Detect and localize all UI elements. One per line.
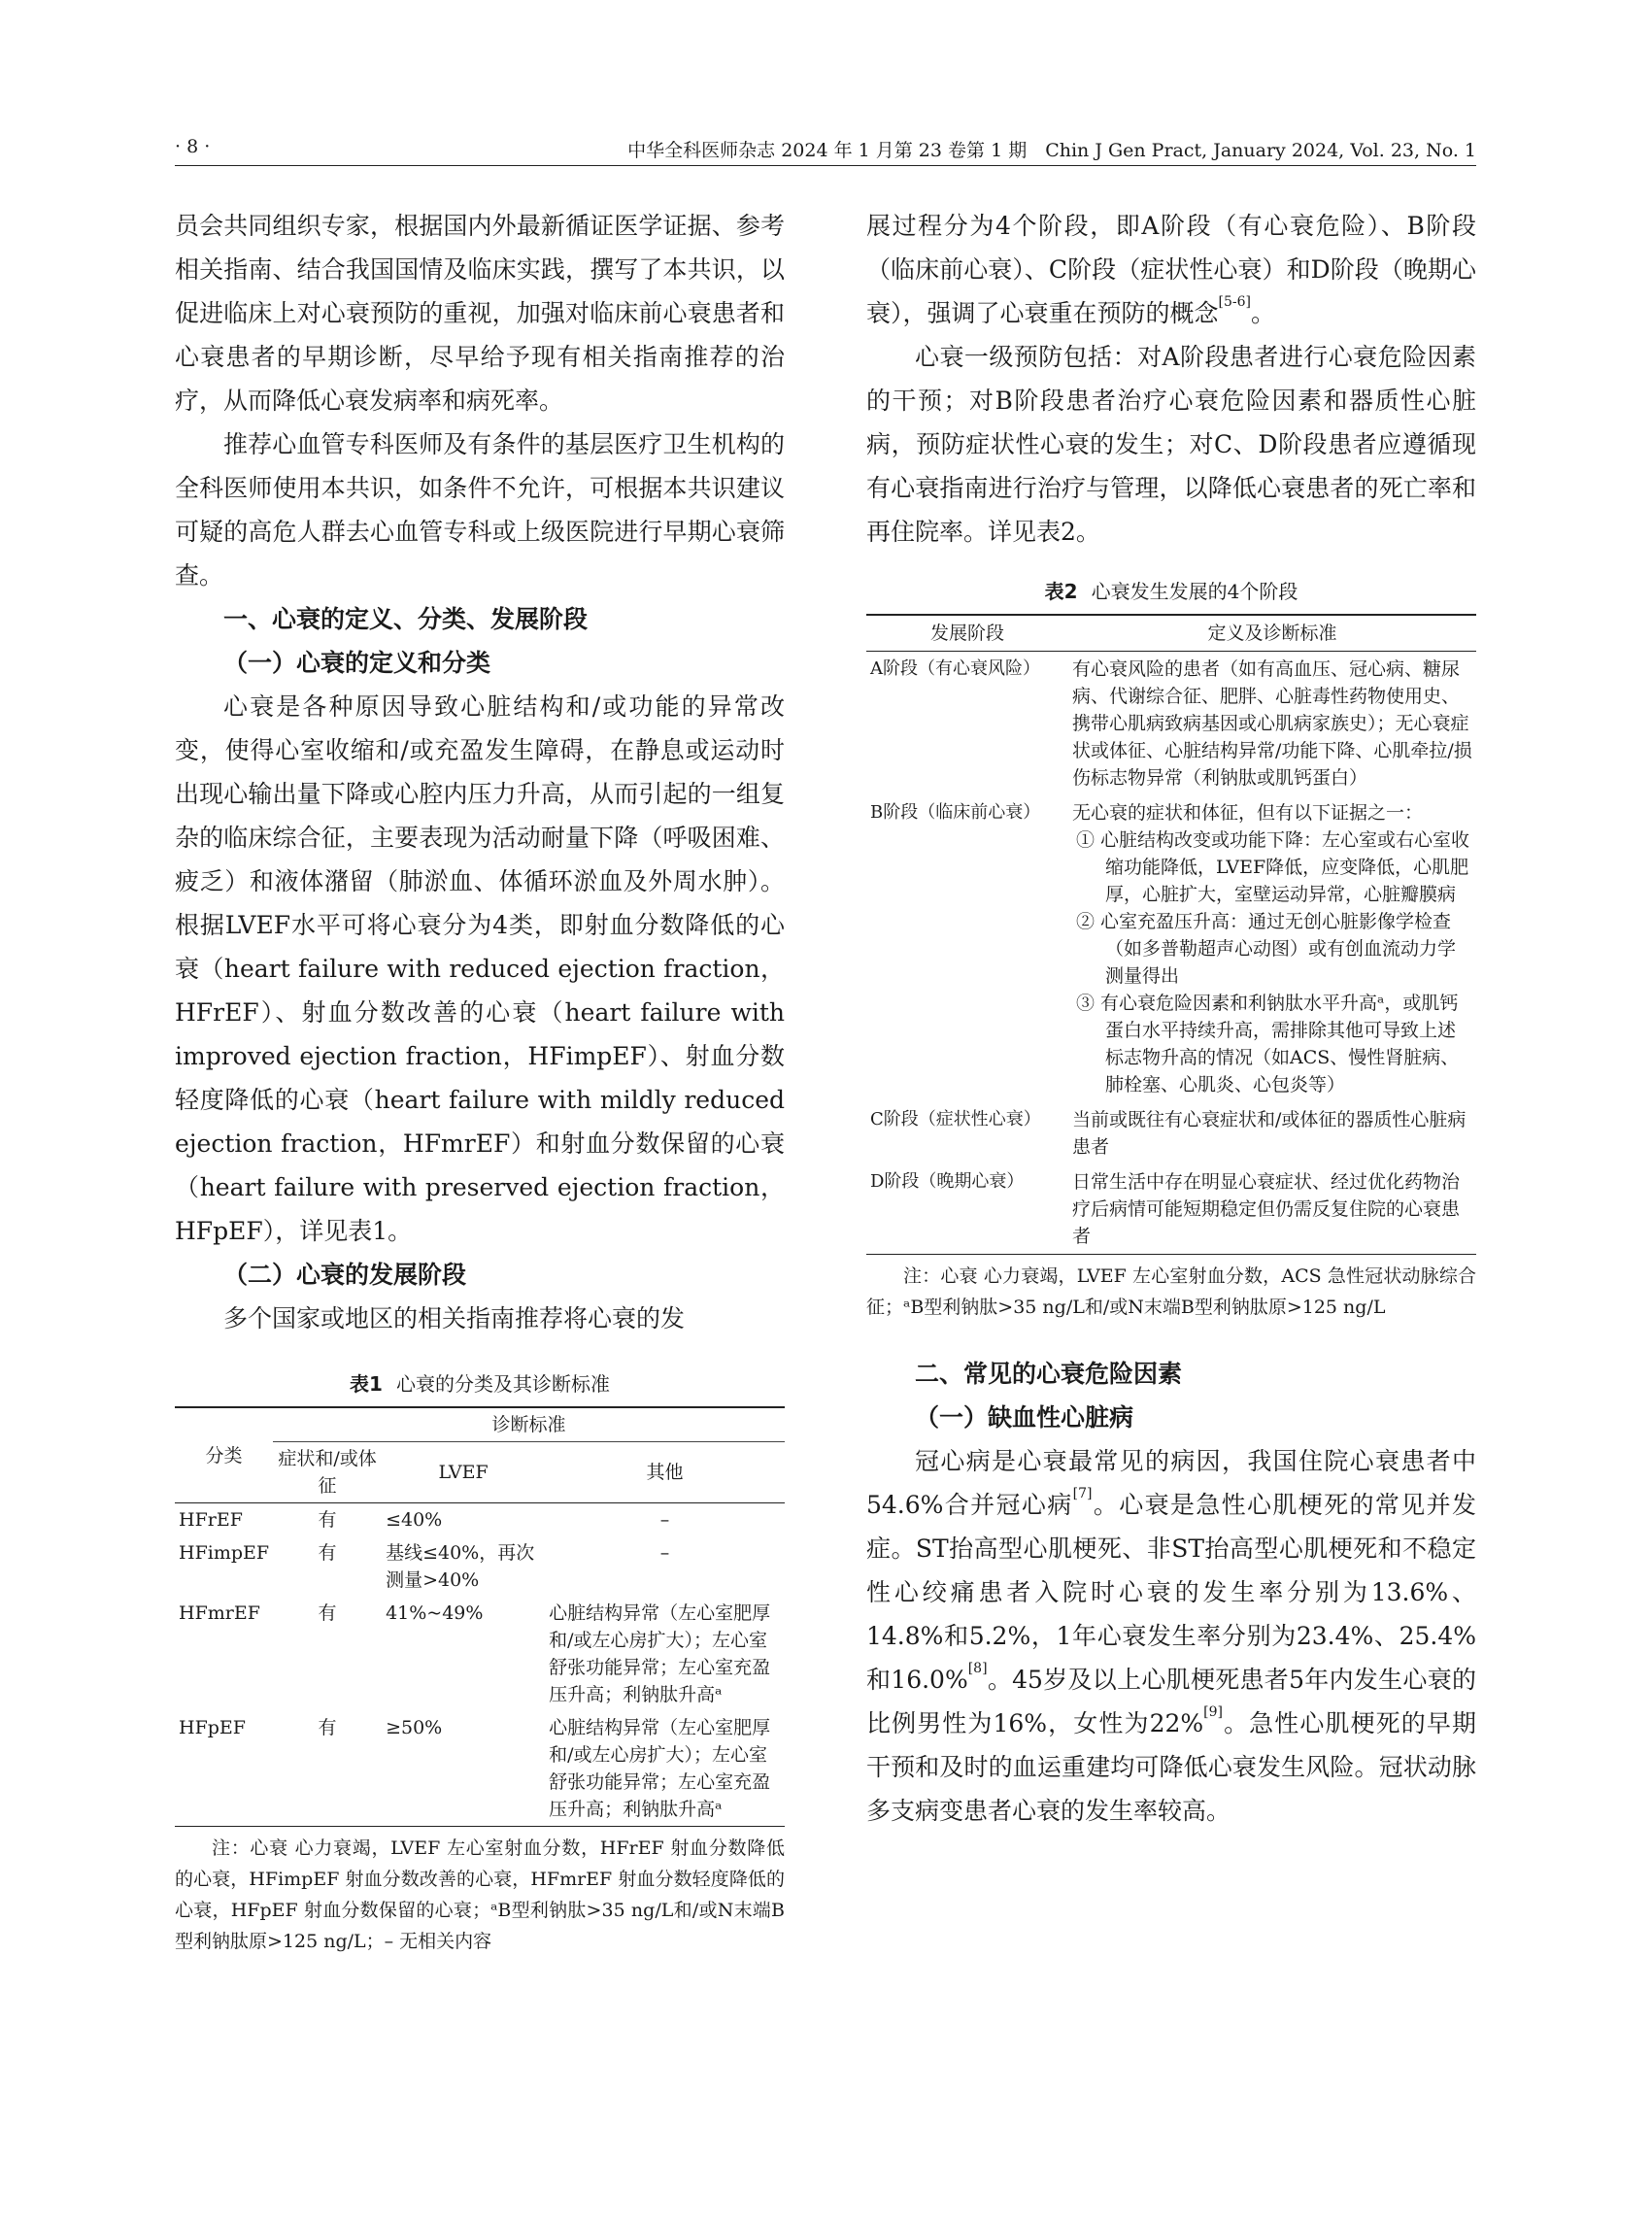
- table-1-cell-lvef: 基线≤40%，再次测量>40%: [386, 1542, 535, 1591]
- table-2-definition-b-item-3: ③ 有心衰危险因素和利钠肽水平升高ᵃ，或肌钙蛋白水平持续升高，需排除其他可导致上述标志物升高的情况（如ACS、慢性肾脏病、肺栓塞、心肌炎、心包炎等）: [1076, 993, 1460, 1096]
- ihd-text-3: 。45岁及以上心肌梗死患者5年内发生心衰的比例男性为16%，女性为22%: [866, 1666, 1476, 1737]
- table-1: [175, 1367, 785, 1957]
- stages-text: 展过程分为4个阶段，即A阶段（有心衰危险）、B阶段（临床前心衰）、C阶段（症状性心衰）和D阶段（晚期心衰），强调了心衰重在预防的概念: [866, 212, 1476, 327]
- table-2-title: 心衰发生发展的4个阶段: [1091, 580, 1298, 603]
- subsection-heading-definition-classification: （一）心衰的定义和分类: [223, 649, 491, 677]
- subsection-heading-stages: （二）心衰的发展阶段: [223, 1261, 467, 1289]
- ihd-text-2: 。心衰是急性心肌梗死的常见并发症。ST抬高型心肌梗死、非ST抬高型心肌梗死和不稳定性心绞痛患者入院时心衰的发生率分别为13.6%、14.8%和5.2%，1年心衰发生率分别为23.4%、25.4%和16.0%: [866, 1491, 1476, 1694]
- table-row: [175, 1711, 785, 1827]
- recommendation-paragraph: 推荐心血管专科医师及有条件的基层医疗卫生机构的全科医师使用本共识，如条件不允许，可根据本共识建议可疑的高危人群去心血管专科或上级医院进行早期心衰筛查。: [175, 430, 785, 590]
- table-2-label: 表2: [1044, 580, 1078, 603]
- table-2-definition-c: 当前或既往有心衰症状和/或体征的器质性心脏病患者: [1072, 1109, 1467, 1158]
- ihd-text-1: 冠心病是心衰最常见的病因，我国住院心衰患者中54.6%合并冠心病: [866, 1447, 1476, 1519]
- section-heading-definition: 一、心衰的定义、分类、发展阶段: [223, 605, 589, 633]
- table-1-cell-lvef: ≤40%: [386, 1509, 443, 1531]
- table-1-header-diagnosis: 诊断标准: [273, 1407, 785, 1442]
- table-1-cell-class: HFmrEF: [179, 1602, 260, 1624]
- table-1-cell-symptom: 有: [318, 1602, 337, 1624]
- table-1-cell-other: 心脏结构异常（左心室肥厚和/或左心房扩大）；左心室舒张功能异常；左心室充盈压升高；利钠肽升高ᵃ: [549, 1602, 771, 1705]
- table-1-cell-lvef: 41%~49%: [386, 1602, 484, 1624]
- citation-8: [8]: [967, 1661, 988, 1676]
- table-1-cell-other: –: [659, 1509, 670, 1531]
- table-1-cell-other: 心脏结构异常（左心室肥厚和/或左心房扩大）；左心室舒张功能异常；左心室充盈压升高；利钠肽升高ᵃ: [549, 1717, 771, 1820]
- table-2-header-stage: 发展阶段: [929, 623, 1004, 644]
- table-1-cell-other: –: [659, 1542, 670, 1564]
- table-2-header-definition: 定义及诊断标准: [1207, 623, 1337, 644]
- table-row: [175, 1503, 785, 1537]
- table-1-header-lvef: LVEF: [438, 1462, 489, 1483]
- table-row: [866, 1164, 1476, 1255]
- table-2-note: 注：心衰 心力衰竭，LVEF 左心室射血分数，ACS 急性冠状动脉综合征；ᵃB型利钠肽>35 ng/L和/或N末端B型利钠肽原>125 ng/L: [866, 1265, 1476, 1318]
- left-column: [175, 204, 785, 1957]
- ischemic-heart-disease-paragraph: [866, 1439, 1476, 1833]
- table-2-definition-a: 有心衰风险的患者（如有高血压、冠心病、糖尿病、代谢综合征、肥胖、心脏毒性药物使用史、携带心肌病致病基因或心肌病家族史）；无心衰症状或体征、心脏结构异常/功能下降、心肌牵拉/损伤标志物异常（利钠肽或肌钙蛋白）: [1072, 658, 1472, 789]
- table-2-definition-b-item-1: ① 心脏结构改变或功能下降：左心室或右心室收缩功能降低，LVEF降低，应变降低，心肌肥厚，心脏扩大，室壁运动异常，心脏瓣膜病: [1076, 829, 1470, 905]
- table-row: [866, 652, 1476, 796]
- intro-paragraph-continued: 员会共同组织专家，根据国内外最新循证医学证据、参考相关指南、结合我国国情及临床实践，撰写了本共识，以促进临床上对心衰预防的重视，加强对临床前心衰患者和心衰患者的早期诊断，尽早给予现有相关指南推荐的治疗，从而降低心衰发病率和病死率。: [175, 212, 785, 415]
- table-1-label: 表1: [350, 1372, 383, 1396]
- table-2-stage-b: B阶段（临床前心衰）: [870, 802, 1041, 823]
- page-number: · 8 ·: [175, 136, 211, 157]
- table-1-title: 心衰的分类及其诊断标准: [395, 1372, 610, 1396]
- subsection-heading-ischemic-heart-disease: （一）缺血性心脏病: [915, 1403, 1134, 1432]
- right-column: [866, 204, 1476, 1833]
- table-row: [175, 1536, 785, 1597]
- table-2-definition-b: [1068, 795, 1476, 1102]
- stages-paragraph-continued: [866, 204, 1476, 335]
- table-1-cell-symptom: 有: [318, 1717, 337, 1738]
- prevention-paragraph: 心衰一级预防包括：对A阶段患者进行心衰危险因素的干预；对B阶段患者治疗心衰危险因素和器质性心脏病，预防症状性心衰的发生；对C、D阶段患者应遵循现有心衰指南进行治疗与管理，以降低心衰患者的死亡率和再住院率。详见表2。: [866, 343, 1476, 546]
- table-1-cell-class: HFpEF: [179, 1717, 246, 1738]
- table-1-cell-symptom: 有: [318, 1542, 337, 1564]
- table-1-note: 注：心衰 心力衰竭，LVEF 左心室射血分数，HFrEF 射血分数降低的心衰，HFimpEF 射血分数改善的心衰，HFmrEF 射血分数轻度降低的心衰，HFpEF 射血分数保留的心衰；ᵃB型利钠肽>35 ng/L和/或N末端B型利钠肽原>125 ng/L；– 无相关内容: [175, 1837, 785, 1952]
- running-header: [175, 132, 1476, 166]
- table-2-stage-a: A阶段（有心衰风险）: [870, 658, 1040, 679]
- table-1-cell-class: HFimpEF: [179, 1542, 270, 1564]
- table-2-definition-b-item-2: ② 心室充盈压升高：通过无创心脏影像学检查（如多普勒超声心动图）或有创血流动力学测量得出: [1076, 911, 1457, 987]
- table-1-header-other: 其他: [646, 1462, 684, 1483]
- table-1-cell-class: HFrEF: [179, 1509, 243, 1531]
- table-row: [866, 795, 1476, 1102]
- table-1-cell-lvef: ≥50%: [386, 1717, 443, 1738]
- table-2-definition-b-intro: 无心衰的症状和体征，但有以下证据之一：: [1072, 802, 1424, 824]
- stages-text-end: 。: [1250, 299, 1275, 327]
- citation-9: [9]: [1203, 1704, 1223, 1720]
- table-2-definition-d: 日常生活中存在明显心衰症状、经过优化药物治疗后病情可能短期稳定但仍需反复住院的心衰患者: [1072, 1171, 1461, 1247]
- citation-5-6: [5-6]: [1218, 294, 1251, 310]
- table-2-grid: [866, 614, 1476, 1255]
- definition-paragraph: 心衰是各种原因导致心脏结构和/或功能的异常改变，使得心室收缩和/或充盈发生障碍，在静息或运动时出现心输出量下降或心腔内压力升高，从而引起的一组复杂的临床综合征，主要表现为活动耐量下降（呼吸困难、疲乏）和液体潴留（肺淤血、体循环淤血及外周水肿）。根据LVEF水平可将心衰分为4类，即射血分数降低的心衰（heart failure with reduced ejection fraction，HFrEF）、射血分数改善的心衰（heart failure with improved ejection fraction，HFimpEF）、射血分数轻度降低的心衰（heart failure with mildly reduced ejection fraction，HFmrEF）和射血分数保留的心衰（heart failure with preserved ejection fraction，HFpEF），详见表1。: [175, 692, 785, 1245]
- section-heading-risk-factors: 二、常见的心衰危险因素: [915, 1360, 1183, 1388]
- table-1-grid: [175, 1406, 785, 1827]
- table-1-header-symptom: 症状和/或体征: [278, 1448, 377, 1497]
- table-row: [866, 1102, 1476, 1164]
- stages-paragraph-start: 多个国家或地区的相关指南推荐将心衰的发: [223, 1304, 686, 1332]
- citation-7: [7]: [1072, 1486, 1093, 1501]
- table-1-cell-symptom: 有: [318, 1509, 337, 1531]
- table-row: [175, 1597, 785, 1711]
- ihd-text-4: 。急性心肌梗死的早期干预和及时的血运重建均可降低心衰发生风险。冠状动脉多支病变患者心衰的发生率较高。: [866, 1709, 1476, 1825]
- table-1-caption: [175, 1367, 785, 1400]
- table-2-stage-c: C阶段（症状性心衰）: [870, 1109, 1041, 1129]
- table-2-stage-d: D阶段（晚期心衰）: [870, 1171, 1025, 1192]
- journal-citation: 中华全科医师杂志 2024 年 1 月第 23 卷第 1 期 Chin J Gen Pract, January 2024, Vol. 23, No. 1: [627, 140, 1476, 161]
- table-1-header-class: 分类: [175, 1407, 273, 1503]
- table-2: [866, 575, 1476, 1323]
- table-2-caption: [866, 575, 1476, 608]
